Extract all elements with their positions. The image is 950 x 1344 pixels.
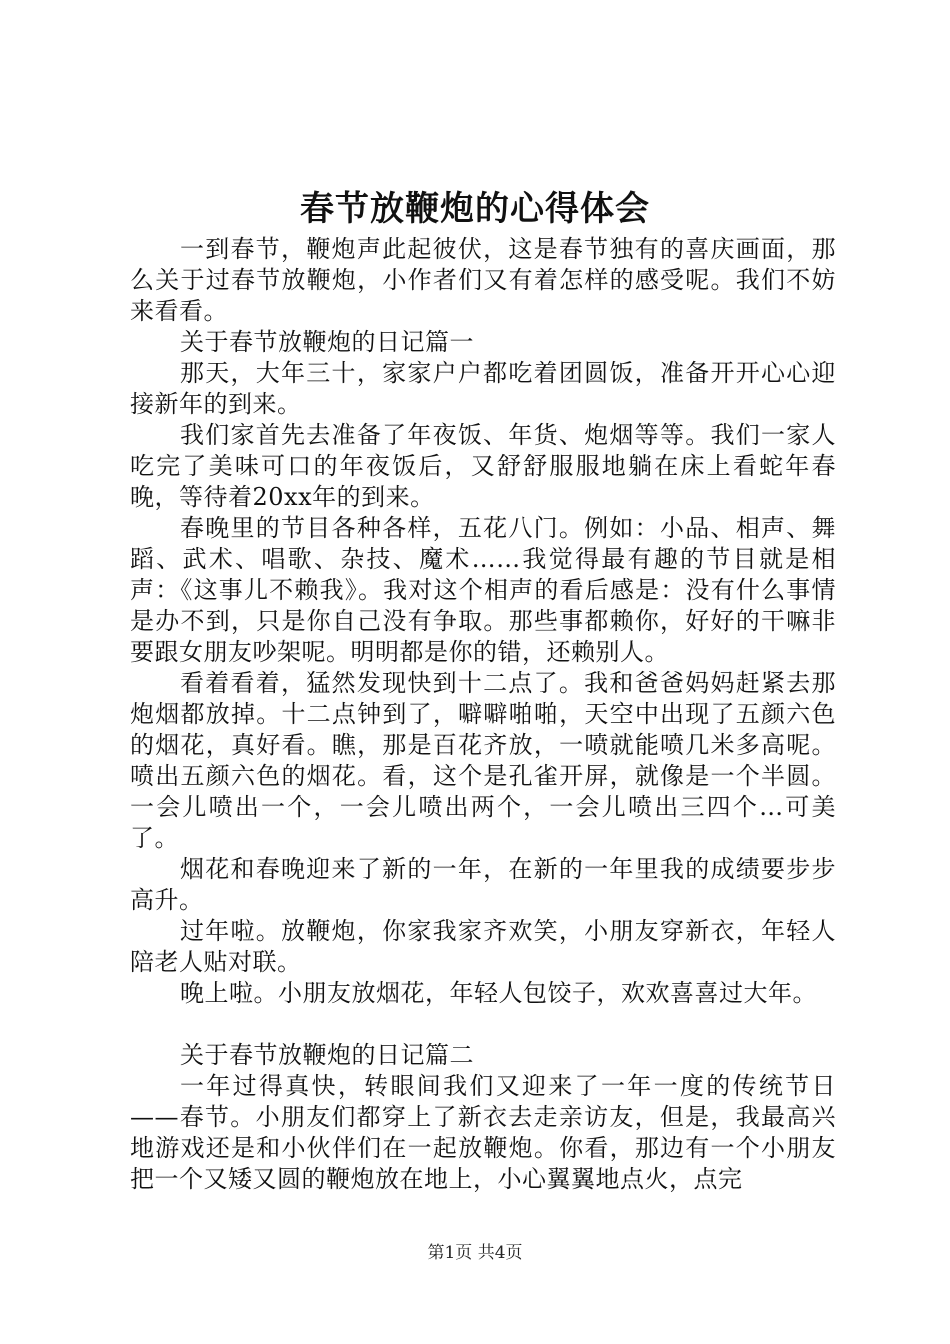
paragraph-spacer <box>130 1009 836 1040</box>
body-paragraph: 那天，大年三十，家家户户都吃着团圆饭，准备开开心心迎接新年的到来。 <box>130 359 836 418</box>
section-heading-1: 关于春节放鞭炮的日记篇一 <box>180 328 474 356</box>
document-body <box>130 234 836 1195</box>
body-paragraph: 烟花和春晚迎来了新的一年，在新的一年里我的成绩要步步高升。 <box>130 855 836 914</box>
body-paragraph: 过年啦。放鞭炮，你家我家齐欢笑，小朋友穿新衣，年轻人陪老人贴对联。 <box>130 917 836 976</box>
document-title: 春节放鞭炮的心得体会 <box>300 189 650 229</box>
body-paragraph: 一年过得真快，转眼间我们又迎来了一年一度的传统节日——春节。小朋友们都穿上了新衣去走亲访友，但是，我最高兴地游戏还是和小伙伴们在一起放鞭炮。你看，那边有一个小朋友把一个又矮又圆的鞭炮放在地上，小心翼翼地点火，点完 <box>130 1072 836 1193</box>
intro-paragraph: 一到春节，鞭炮声此起彼伏，这是春节独有的喜庆画面，那么关于过春节放鞭炮，小作者们又有着怎样的感受呢。我们不妨来看看。 <box>130 235 836 325</box>
body-paragraph: 春晚里的节目各种各样，五花八门。例如：小品、相声、舞蹈、武术、唱歌、杂技、魔术……我觉得最有趣的节目就是相声：《这事儿不赖我》。我对这个相声的看后感是：没有什么事情是办不到，只是你自己没有争取。那些事都赖你，好好的干嘛非要跟女朋友吵架呢。明明都是你的错，还赖别人。 <box>130 514 836 666</box>
body-paragraph: 晚上啦。小朋友放烟花，年轻人包饺子，欢欢喜喜过大年。 <box>180 979 817 1007</box>
body-paragraph: 看着看着，猛然发现快到十二点了。我和爸爸妈妈赶紧去那炮烟都放掉。十二点钟到了，噼噼啪啪，天空中出现了五颜六色的烟花，真好看。瞧，那是百花齐放，一喷就能喷几米多高呢。喷出五颜六色的烟花。看，这个是孔雀开屏，就像是一个半圆。一会儿喷出一个，一会儿喷出两个，一会儿喷出三四个…可美了。 <box>130 669 836 852</box>
body-paragraph: 我们家首先去准备了年夜饭、年货、炮烟等等。我们一家人吃完了美味可口的年夜饭后，又舒舒服服地躺在床上看蛇年春晚，等待着20xx年的到来。 <box>130 421 836 511</box>
section-heading-2: 关于春节放鞭炮的日记篇二 <box>180 1041 474 1069</box>
page-number-footer: 第1页 共4页 <box>427 1243 523 1263</box>
